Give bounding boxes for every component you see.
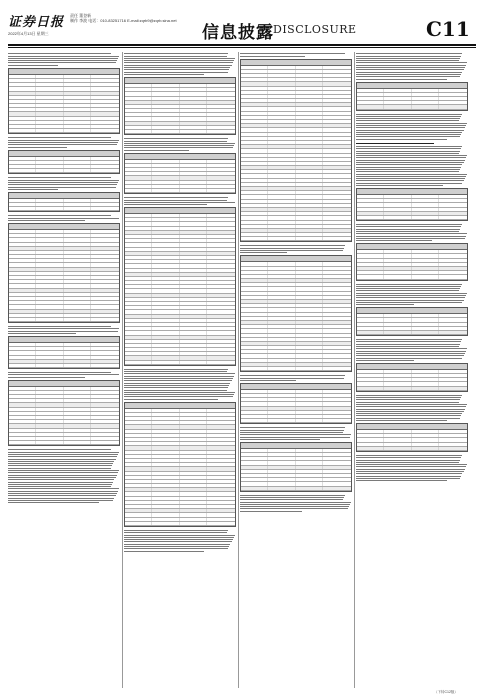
text-line [240, 432, 343, 433]
column-divider [122, 52, 123, 688]
text-line [8, 374, 119, 375]
text-line [356, 125, 466, 126]
text-line [240, 502, 351, 503]
text-line [124, 539, 233, 540]
text-line [356, 457, 461, 458]
page-number: C11 [426, 17, 470, 41]
text-line [356, 238, 465, 239]
text-line [356, 284, 462, 285]
data-table [124, 153, 236, 195]
text-line [356, 72, 462, 73]
header-rule-thin [8, 47, 476, 48]
section-heading-bar [356, 143, 434, 145]
text-line [124, 67, 230, 68]
data-table [240, 59, 352, 243]
text-line [356, 341, 461, 342]
data-table [8, 380, 120, 447]
text-line [124, 530, 228, 531]
text-line [356, 56, 461, 57]
data-table [356, 363, 468, 392]
text-line [124, 65, 232, 66]
text-line [8, 60, 117, 61]
text-line [356, 79, 447, 80]
text-line [356, 76, 460, 77]
text-line [124, 376, 234, 377]
text-line [8, 463, 113, 464]
data-table [356, 243, 468, 280]
text-line [240, 250, 343, 251]
text-line [124, 141, 227, 142]
data-table [240, 255, 352, 372]
text-line [8, 470, 119, 471]
table-row [357, 216, 467, 220]
text-line [8, 486, 111, 487]
text-line [8, 180, 119, 181]
text-line [356, 464, 467, 465]
text-line [356, 118, 460, 119]
text-line [124, 546, 229, 547]
text-line [124, 138, 228, 139]
column-divider [354, 52, 355, 688]
text-line [356, 224, 462, 225]
text-line [356, 478, 460, 479]
text-line [356, 164, 462, 165]
text-line [356, 58, 460, 59]
table-row [241, 237, 351, 241]
text-line [356, 290, 459, 291]
text-line [356, 169, 460, 170]
text-line [356, 236, 466, 237]
text-line [124, 145, 234, 146]
text-line [240, 506, 349, 507]
text-line [240, 508, 348, 509]
text-line [8, 62, 116, 63]
table-row [9, 129, 119, 133]
text-line [356, 180, 464, 181]
text-line [356, 176, 466, 177]
text-line [356, 355, 464, 356]
text-line [240, 430, 344, 431]
text-line [356, 455, 462, 456]
text-line [356, 160, 465, 161]
text-line [356, 346, 459, 347]
text-line [124, 371, 227, 372]
text-line [356, 146, 462, 147]
data-table [8, 150, 120, 175]
text-line [356, 123, 467, 124]
table-row [9, 364, 119, 368]
data-table [8, 68, 120, 135]
table-row [9, 318, 119, 322]
table-row [125, 189, 235, 193]
text-line [124, 200, 227, 201]
newspaper-masthead: 证券日报 [8, 15, 65, 30]
article-columns [8, 52, 476, 688]
text-line [8, 333, 76, 334]
data-table [356, 188, 468, 221]
table-row [9, 207, 119, 211]
text-line [8, 377, 85, 378]
table-row [125, 522, 235, 526]
text-column [356, 52, 468, 688]
text-line [356, 127, 465, 128]
text-line [356, 136, 460, 137]
text-line [8, 147, 67, 148]
data-table [8, 192, 120, 213]
text-line [356, 183, 462, 184]
text-line [356, 395, 462, 396]
text-line [356, 295, 466, 296]
text-line [240, 252, 287, 253]
text-line [8, 493, 117, 494]
text-line [240, 53, 345, 54]
text-line [124, 72, 228, 73]
table-row [357, 331, 467, 335]
text-line [356, 114, 462, 115]
text-line [356, 53, 462, 54]
text-line [124, 548, 228, 549]
text-line [356, 339, 462, 340]
table-row [9, 441, 119, 445]
table-row [125, 361, 235, 365]
text-line [124, 537, 234, 538]
text-line [240, 497, 344, 498]
text-line [8, 65, 58, 66]
issue-date: 2022年4月13日 星期三 [8, 31, 49, 36]
text-line [356, 402, 459, 403]
table-row [241, 419, 351, 423]
text-line [124, 380, 232, 381]
text-line [124, 396, 233, 397]
text-line [8, 184, 117, 185]
text-column [124, 52, 236, 688]
text-line [356, 174, 467, 175]
table-row [357, 447, 467, 451]
text-line [124, 532, 227, 533]
text-line [356, 473, 462, 474]
text-line [124, 373, 235, 374]
text-line [240, 427, 345, 428]
data-table [240, 383, 352, 425]
text-line [8, 491, 118, 492]
table-row [357, 387, 467, 391]
text-line [8, 144, 117, 145]
text-line [8, 484, 112, 485]
text-line [124, 69, 229, 70]
text-line [356, 404, 467, 405]
text-line [356, 171, 459, 172]
text-line [356, 300, 464, 301]
table-row [241, 487, 351, 491]
text-line [356, 134, 461, 135]
text-line [356, 344, 460, 345]
data-table [356, 423, 468, 452]
text-line [356, 480, 447, 481]
data-table [8, 336, 120, 369]
text-line [356, 240, 432, 241]
text-line [240, 245, 345, 246]
table-row [357, 105, 467, 109]
text-line [8, 220, 85, 221]
text-line [356, 415, 461, 416]
header-rule [8, 44, 476, 46]
text-line [356, 466, 466, 467]
text-line [124, 58, 235, 59]
text-line [124, 60, 234, 61]
text-line [240, 437, 350, 438]
data-table [356, 82, 468, 111]
text-line [356, 360, 414, 361]
text-line [124, 147, 233, 148]
text-line [240, 504, 350, 505]
section-title: 信息披露 [202, 23, 274, 43]
text-line [8, 328, 119, 329]
text-line [356, 74, 461, 75]
text-line [124, 143, 235, 144]
text-line [356, 460, 460, 461]
text-line [8, 502, 99, 503]
text-line [240, 56, 305, 57]
table-row [357, 275, 467, 279]
text-line [356, 397, 461, 398]
text-line [8, 456, 117, 457]
text-line [124, 74, 204, 75]
section-title-english: DISCLOSURE [273, 23, 357, 36]
text-line [356, 116, 461, 117]
text-line [356, 462, 459, 463]
text-line [8, 56, 119, 57]
text-line [356, 229, 460, 230]
text-line [124, 392, 235, 393]
table-row [9, 169, 119, 173]
text-line [8, 482, 113, 483]
text-line [356, 358, 462, 359]
text-line [356, 302, 462, 303]
data-table [356, 307, 468, 336]
text-line [356, 233, 467, 234]
text-line [124, 62, 233, 63]
table-row [125, 130, 235, 134]
text-column [8, 52, 120, 688]
text-line [124, 390, 227, 391]
text-line [8, 218, 119, 219]
text-line [124, 378, 233, 379]
text-line [8, 187, 116, 188]
text-line [356, 148, 461, 149]
text-line [240, 439, 320, 440]
text-line [124, 150, 189, 151]
text-line [356, 139, 447, 140]
text-line [124, 541, 232, 542]
text-column [240, 52, 352, 688]
text-line [356, 418, 460, 419]
text-line [240, 380, 296, 381]
text-line [124, 394, 234, 395]
text-line [124, 544, 230, 545]
text-line [356, 288, 460, 289]
text-line [8, 215, 111, 216]
text-line [240, 434, 351, 435]
text-line [8, 495, 116, 496]
text-line [124, 56, 227, 57]
text-line [8, 472, 118, 473]
text-line [8, 498, 114, 499]
text-line [8, 449, 111, 450]
text-line [356, 130, 464, 131]
text-line [124, 202, 235, 203]
text-line [356, 409, 465, 410]
text-line [124, 535, 235, 536]
text-line [8, 477, 116, 478]
text-line [356, 162, 464, 163]
text-line [8, 58, 118, 59]
text-line [8, 331, 118, 332]
text-line [240, 375, 345, 376]
text-line [356, 304, 414, 305]
text-line [356, 60, 459, 61]
text-line [356, 406, 466, 407]
text-line [356, 153, 459, 154]
text-line [356, 185, 443, 186]
text-line [356, 157, 466, 158]
text-line [8, 182, 118, 183]
text-line [8, 454, 118, 455]
text-line [8, 142, 118, 143]
text-line [240, 378, 344, 379]
text-line [124, 53, 228, 54]
text-line [8, 475, 117, 476]
text-line [8, 459, 116, 460]
editor-contact [70, 13, 177, 23]
text-line [124, 399, 218, 400]
text-line [356, 226, 461, 227]
table-row [241, 367, 351, 371]
text-line [356, 167, 461, 168]
text-line [124, 204, 207, 205]
text-line [240, 511, 302, 512]
text-line [240, 499, 343, 500]
text-line [356, 476, 461, 477]
text-line [8, 137, 111, 138]
text-line [356, 65, 466, 66]
text-line [356, 62, 467, 63]
text-line [124, 551, 204, 552]
text-line [356, 351, 466, 352]
column-divider [238, 52, 239, 688]
text-line [124, 387, 228, 388]
text-line [124, 385, 229, 386]
text-line [8, 140, 119, 141]
text-line [8, 468, 111, 469]
text-line [356, 348, 467, 349]
text-line [8, 461, 114, 462]
text-line [356, 353, 465, 354]
text-line [356, 420, 447, 421]
text-line [8, 177, 111, 178]
text-line [356, 469, 465, 470]
text-line [356, 399, 460, 400]
text-line [8, 372, 111, 373]
text-line [356, 120, 459, 121]
page-header [0, 0, 484, 46]
text-line [124, 197, 228, 198]
text-line [356, 69, 464, 70]
continuation-note: （下转C12版） [434, 690, 458, 694]
text-line [356, 155, 467, 156]
contact-line: 制作 李波 电话：010-83251716 E-mail:zqrb9@zqrb.sina.net [70, 18, 177, 23]
text-line [356, 231, 459, 232]
text-line [356, 471, 464, 472]
text-line [124, 369, 228, 370]
data-table [124, 77, 236, 135]
text-line [240, 495, 345, 496]
text-line [8, 326, 111, 327]
text-line [124, 383, 230, 384]
text-line [356, 151, 460, 152]
text-line [8, 452, 119, 453]
text-line [356, 132, 462, 133]
text-line [8, 189, 58, 190]
data-table [240, 442, 352, 492]
text-line [8, 465, 112, 466]
text-line [356, 286, 461, 287]
text-line [356, 178, 465, 179]
text-line [8, 488, 119, 489]
text-line [8, 479, 114, 480]
data-table [124, 207, 236, 366]
text-line [356, 297, 465, 298]
data-table [124, 402, 236, 527]
text-line [356, 67, 465, 68]
text-line [356, 411, 464, 412]
text-line [356, 293, 467, 294]
editor-line: 责任 董登新 [70, 13, 92, 18]
text-line [8, 53, 111, 54]
data-table [8, 223, 120, 323]
text-line [8, 500, 113, 501]
text-line [356, 413, 462, 414]
text-line [240, 248, 344, 249]
